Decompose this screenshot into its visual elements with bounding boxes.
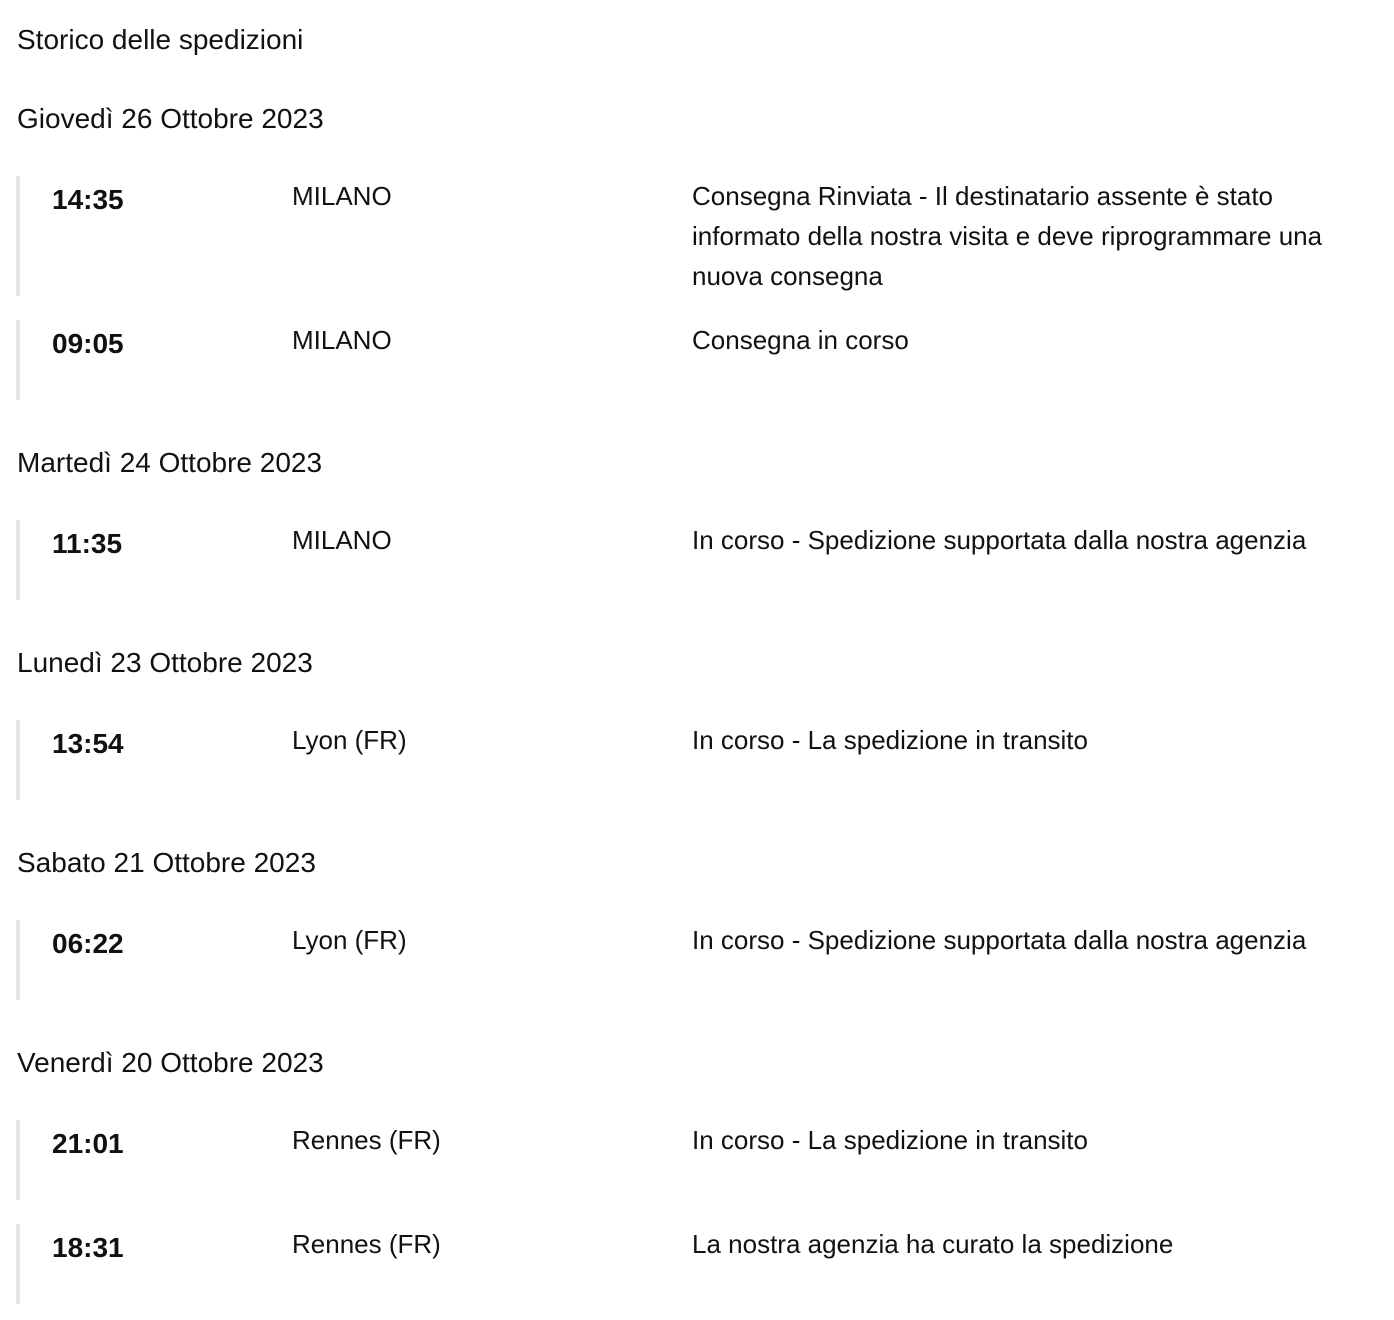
event-description: In corso - La spedizione in transito bbox=[692, 1125, 1088, 1155]
event-time: 11:35 bbox=[52, 528, 123, 559]
tracking-event bbox=[16, 920, 1376, 1000]
event-description: La nostra agenzia ha curato la spedizione bbox=[692, 1229, 1174, 1259]
event-location: MILANO bbox=[292, 525, 392, 555]
event-location: Lyon (FR) bbox=[292, 725, 407, 755]
page-title: Storico delle spedizioni bbox=[17, 24, 304, 55]
tracking-event bbox=[16, 1120, 1376, 1200]
event-location: Lyon (FR) bbox=[292, 925, 407, 955]
day-heading: Giovedì 26 Ottobre 2023 bbox=[17, 103, 324, 134]
event-description: Consegna in corso bbox=[692, 325, 909, 355]
event-location: MILANO bbox=[292, 181, 392, 211]
event-time: 18:31 bbox=[52, 1232, 124, 1263]
event-time: 21:01 bbox=[52, 1128, 124, 1159]
event-location: MILANO bbox=[292, 325, 392, 355]
event-time: 14:35 bbox=[52, 184, 124, 215]
day-heading: Lunedì 23 Ottobre 2023 bbox=[17, 647, 313, 678]
event-location: Rennes (FR) bbox=[292, 1229, 441, 1259]
event-description: In corso - La spedizione in transito bbox=[692, 725, 1088, 755]
event-description: Consegna Rinviata - Il destinatario assente è stato informato della nostra visita e deve riprogrammare una nuova consegna bbox=[692, 181, 1323, 291]
tracking-event bbox=[16, 320, 1376, 400]
day-heading: Martedì 24 Ottobre 2023 bbox=[17, 447, 323, 478]
event-time: 06:22 bbox=[52, 928, 124, 959]
tracking-event bbox=[16, 176, 1376, 296]
event-description: In corso - Spedizione supportata dalla nostra agenzia bbox=[692, 925, 1307, 955]
day-heading: Sabato 21 Ottobre 2023 bbox=[17, 847, 316, 878]
event-time: 13:54 bbox=[52, 728, 124, 759]
event-description: In corso - Spedizione supportata dalla nostra agenzia bbox=[692, 525, 1307, 555]
tracking-event bbox=[16, 520, 1376, 600]
event-time: 09:05 bbox=[52, 328, 124, 359]
tracking-event bbox=[16, 1224, 1376, 1304]
tracking-event bbox=[16, 720, 1376, 800]
day-heading: Venerdì 20 Ottobre 2023 bbox=[17, 1047, 324, 1078]
event-location: Rennes (FR) bbox=[292, 1125, 441, 1155]
